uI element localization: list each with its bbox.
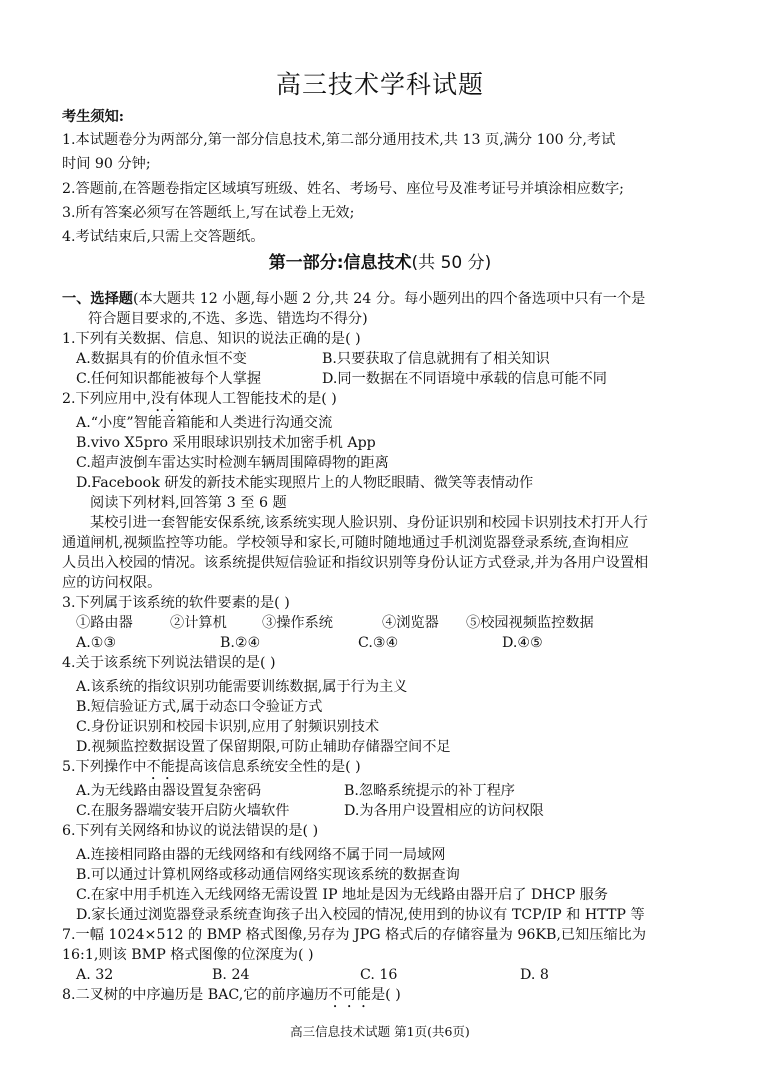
q1-option-b: B.只要获取了信息就拥有了相关知识	[322, 351, 550, 367]
q4-option-b: B.短信验证方式,属于动态口令验证方式	[76, 699, 323, 715]
q6-option-b: B.可以通过计算机网络或移动通信网络实现该系统的数据查询	[76, 867, 460, 883]
q5-stem-post: 提高该信息系统安全性的是( )	[174, 759, 361, 775]
q8-stem-post: 是( )	[370, 987, 401, 1003]
q3-option-d: D.④⑤	[502, 635, 543, 651]
q1-stem: 1.下列有关数据、信息、知识的说法正确的是( )	[62, 331, 361, 347]
q5-stem	[62, 758, 361, 783]
q5-option-a: A.为无线路由器设置复杂密码	[76, 783, 262, 799]
notice-item: 1.本试题卷分为两部分,第一部分信息技术,第二部分通用技术,共 13 页,满分 100 分,考试	[62, 132, 616, 148]
q3-option-a: A.①③	[76, 635, 117, 651]
q3-option-b: B.②④	[220, 635, 261, 651]
q3-item: ⑤校园视频监控数据	[466, 615, 594, 631]
q3-item: ③操作系统	[262, 615, 333, 631]
q7-option-a: A. 32	[76, 967, 114, 983]
reading-line: 某校引进一套智能安保系统,该系统实现人脸识别、身份证识别和校园卡识别技术打开人行	[90, 515, 648, 531]
q3-item: ②计算机	[170, 615, 227, 631]
page-title: 高三技术学科试题	[275, 70, 484, 99]
q3-items	[76, 614, 626, 634]
q6-stem: 6.下列有关网络和协议的说法错误的是( )	[62, 823, 319, 839]
section1-line1: (本大题共 12 小题,每小题 2 分,共 24 分。每小题列出的四个备选项中只有一个是	[132, 291, 646, 307]
q3-options	[76, 634, 582, 654]
q2-stem	[62, 390, 337, 415]
q6-option-c: C.在家中用手机连入无线网络无需设置 IP 地址是因为无线路由器开启了 DHCP 服务	[76, 887, 609, 903]
q7-stem-line2: 16:1,则该 BMP 格式图像的位深度为( )	[62, 947, 314, 963]
q5-option-d: D.为各用户设置相应的访问权限	[344, 803, 544, 819]
q6-option-d: D.家长通过浏览器登录系统查询孩子出入校园的情况,使用到的协议有 TCP/IP 和 HTTP 等	[76, 907, 645, 923]
q4-option-a: A.该系统的指纹识别功能需要训练数据,属于行为主义	[76, 679, 408, 695]
q8-stem-pre: 8.二叉树的中序遍历是 BAC,它的前序遍历	[62, 987, 329, 1003]
q7-option-d: D. 8	[520, 967, 549, 983]
q1-option-a: A.数据具有的价值永恒不变	[76, 351, 247, 367]
q4-option-d: D.视频监控数据设置了保留期限,可防止辅助存储器空间不足	[76, 739, 451, 755]
reading-line: 应的访问权限。	[62, 575, 162, 591]
reading-intro: 阅读下列材料,回答第 3 至 6 题	[90, 495, 287, 511]
section1-line2: 符合题目要求的,不选、多选、错选均不得分)	[88, 311, 368, 327]
part1-title: 第一部分:信息技术	[268, 253, 412, 273]
q4-option-c: C.身份证识别和校园卡识别,应用了射频识别技术	[76, 719, 380, 735]
q2-option-c: C.超声波倒车雷达实时检测车辆周围障碍物的距离	[76, 455, 389, 471]
notice-item: 时间 90 分钟;	[62, 156, 151, 172]
notice-item: 4.考试结束后,只需上交答题纸。	[62, 229, 265, 245]
part1-points: (共 50 分)	[411, 253, 492, 273]
q1-option-c: C.任何知识都能被每个人掌握	[76, 371, 262, 387]
q2-stem-post: 体现人工智能技术的是( )	[179, 391, 337, 407]
notice-item: 3.所有答案必须写在答题纸上,写在试卷上无效;	[62, 205, 355, 221]
q7-option-c: C. 16	[360, 967, 398, 983]
q2-stem-emphasis: 没有	[150, 391, 180, 407]
reading-line: 人员出入校园的情况。该系统提供短信验证和指纹识别等身份认证方式登录,并为各用户设置相	[62, 555, 649, 571]
q5-stem-emphasis: 不能	[146, 759, 175, 775]
q3-stem: 3.下列属于该系统的软件要素的是( )	[62, 595, 290, 611]
q3-item: ①路由器	[76, 615, 133, 631]
q5-option-c: C.在服务器端安装开启防火墙软件	[76, 803, 290, 819]
q7-options	[76, 966, 600, 986]
q3-option-c: C.③④	[358, 635, 399, 651]
q2-stem-pre: 2.下列应用中,	[62, 391, 151, 407]
q3-item: ④浏览器	[382, 615, 439, 631]
q2-option-a: A.“小度”智能音箱能和人类进行沟通交流	[76, 415, 333, 431]
q7-option-b: B. 24	[212, 967, 250, 983]
q8-stem-emphasis: 不可能	[328, 987, 371, 1003]
q6-option-a: A.连接相同路由器的无线网络和有线网络不属于同一局域网	[76, 847, 446, 863]
notice-heading: 考生须知:	[62, 109, 124, 125]
q8-stem	[62, 986, 401, 1011]
part1-heading	[0, 254, 760, 274]
q2-option-d: D.Facebook 研发的新技术能实现照片上的人物眨眼睛、微笑等表情动作	[76, 475, 534, 491]
notice-item: 2.答题前,在答题卷指定区域填写班级、姓名、考场号、座位号及准考证号并填涂相应数字;	[62, 181, 624, 197]
q7-stem-line1: 7.一幅 1024×512 的 BMP 格式图像,另存为 JPG 格式后的存储容量为 96KB,已知压缩比为	[62, 927, 647, 943]
q5-stem-pre: 5.下列操作中	[62, 759, 147, 775]
q4-stem: 4.关于该系统下列说法错误的是( )	[62, 655, 276, 671]
section1-label: 一、选择题	[62, 291, 133, 307]
reading-line: 通道闸机,视频监控等功能。学校领导和家长,可随时随地通过手机浏览器登录系统,查询相应	[62, 535, 629, 551]
page-footer: 高三信息技术试题 第1页(共6页)	[290, 1024, 470, 1039]
q1-option-d: D.同一数据在不同语境中承载的信息可能不同	[322, 371, 607, 387]
q5-option-b: B.忽略系统提示的补丁程序	[344, 783, 515, 799]
section1-instructions	[62, 290, 645, 310]
q2-option-b: B.vivo X5pro 采用眼球识别技术加密手机 App	[76, 435, 376, 451]
